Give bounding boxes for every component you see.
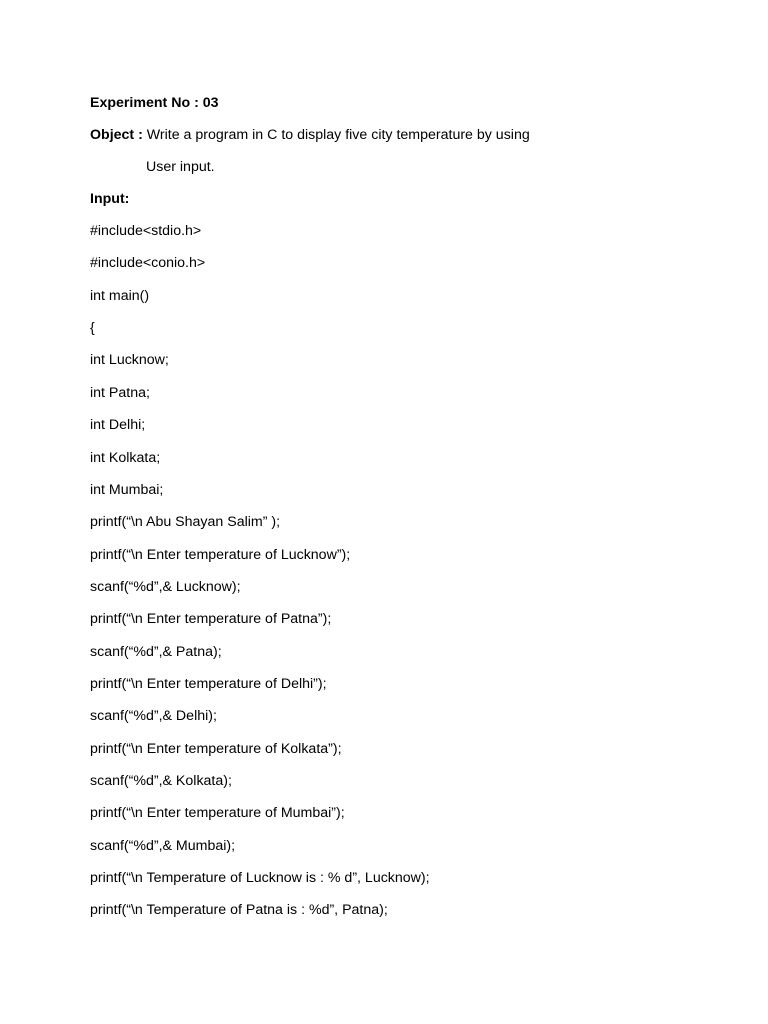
code-line: scanf(“%d”,& Patna); [90, 643, 222, 660]
code-line: int Patna; [90, 384, 150, 401]
experiment-heading: Experiment No : 03 [90, 95, 219, 111]
object-text: Write a program in C to display five city temperature by using [142, 127, 530, 143]
code-line: printf(“\n Enter temperature of Lucknow”); [90, 546, 351, 563]
code-line: int Lucknow; [90, 352, 169, 369]
code-line: #include<conio.h> [90, 255, 206, 272]
code-line: printf(“\n Temperature of Patna is : %d”, Patna); [90, 902, 388, 919]
code-line: printf(“\n Enter temperature of Kolkata”); [90, 740, 342, 757]
code-line: printf(“\n Abu Shayan Salim” ); [90, 514, 281, 531]
code-line: printf(“\n Enter temperature of Delhi”); [90, 675, 327, 692]
code-line: scanf(“%d”,& Kolkata); [90, 773, 232, 789]
code-line: int Kolkata; [90, 449, 161, 466]
code-line: scanf(“%d”,& Lucknow); [90, 578, 241, 595]
code-line: { [90, 320, 95, 337]
code-line: printf(“\n Enter temperature of Mumbai”); [90, 805, 345, 822]
code-line: int Delhi; [90, 417, 146, 434]
code-line: scanf(“%d”,& Mumbai); [90, 837, 236, 854]
code-line: printf(“\n Temperature of Lucknow is : % d”, Lucknow); [90, 870, 430, 886]
input-label: Input: [90, 191, 130, 207]
code-line: #include<stdio.h> [90, 223, 202, 239]
code-line: int main() [90, 287, 150, 304]
code-line: scanf(“%d”,& Delhi); [90, 708, 217, 725]
object-continuation: User input. [146, 159, 215, 175]
code-line: int Mumbai; [90, 481, 164, 498]
object-line [90, 126, 530, 144]
code-line: printf(“\n Enter temperature of Patna”); [90, 611, 332, 628]
object-label: Object : [90, 127, 143, 143]
